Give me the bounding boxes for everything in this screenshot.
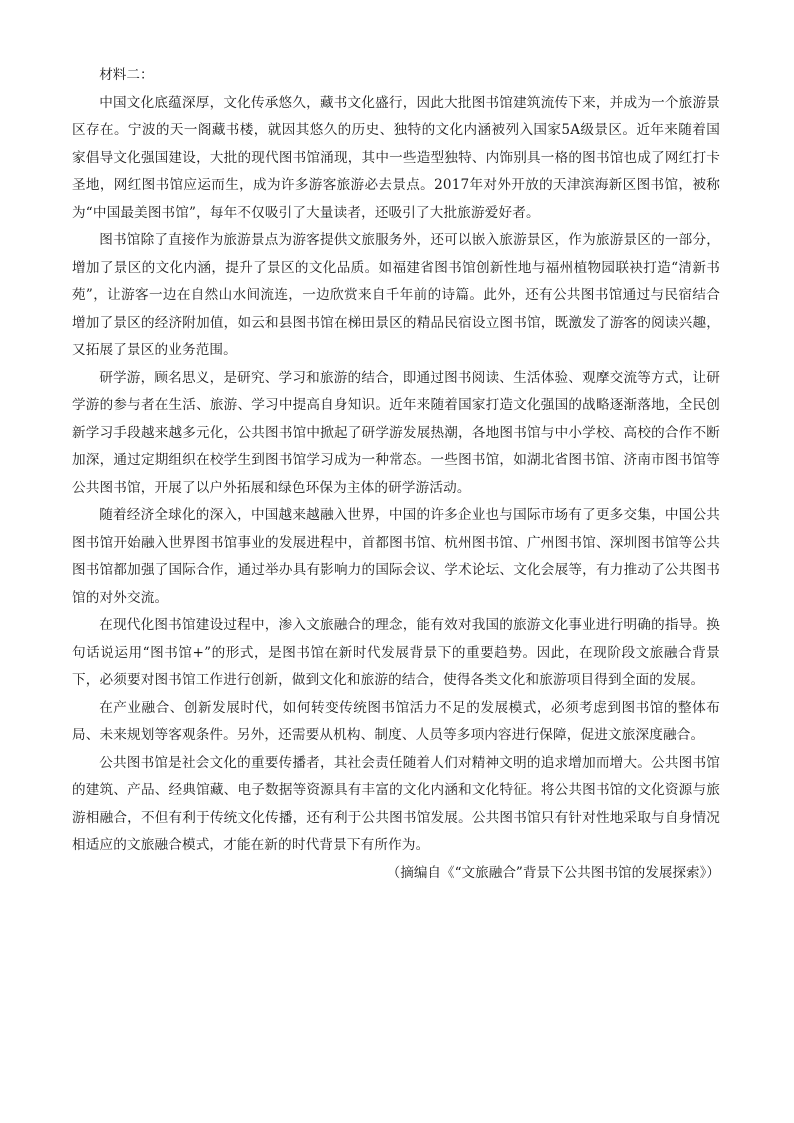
source-citation: （摘编自《“文旅融合”背景下公共图书馆的发展探索》） xyxy=(386,864,720,881)
paragraph-3: 研学游，顾名思义，是研究、学习和旅游的结合，即通过图书阅读、生活体验、观摩交流等方式，让研学游的参与者在生活、旅游、学习中提高自身知识。近年来随着国家打造文化强国的战略逐渐落地，全民创新学习手段越来越多元化，公共图书馆中掀起了研学游发展热潮，各地图书馆与中小学校、高校的合作不断加深，通过定期组织在校学生到图书馆学习成为一种常态。一些图书馆，如湖北省图书馆、济南市图书馆等公共图书馆，开展了以户外拓展和绿色环保为主体的研学游活动。 xyxy=(72,369,720,496)
paragraph-2: 图书馆除了直接作为旅游景点为游客提供文旅服务外，还可以嵌入旅游景区，作为旅游景区的一部分，增加了景区的文化内涵，提升了景区的文化品质。如福建省图书馆创新性地与福州植物园联袂打造“清新书苑”，让游客一边在自然山水间流连，一边欣赏来自千年前的诗篇。此外，还有公共图书馆通过与民宿结合增加了景区的经济附加值，如云和县图书馆在梯田景区的精品民宿设立图书馆，既激发了游客的阅读兴趣，又拓展了景区的业务范围。 xyxy=(72,232,720,358)
document-page xyxy=(72,62,720,887)
paragraph-6: 在产业融合、创新发展时代，如何转变传统图书馆活力不足的发展模式，必须考虑到图书馆的整体布局、未来规划等客观条件。另外，还需要从机构、制度、人员等多项内容进行保障，促进文旅深度融合。 xyxy=(72,699,720,743)
paragraph-7: 公共图书馆是社会文化的重要传播者，其社会责任随着人们对精神文明的追求增加而增大。公共图书馆的建筑、产品、经典馆藏、电子数据等资源具有丰富的文化内涵和文化特征。将公共图书馆的文化资源与旅游相融合，不但有利于传统文化传播，还有利于公共图书馆发展。公共图书馆只有针对性地采取与自身情况相适应的文旅融合模式，才能在新的时代背景下有所作为。 xyxy=(72,754,720,853)
paragraph-5: 在现代化图书馆建设过程中，渗入文旅融合的理念，能有效对我国的旅游文化事业进行明确的指导。换句话说运用“图书馆+”的形式，是图书馆在新时代发展背景下的重要趋势。因此，在现阶段文旅融合背景下，必须要对图书馆工作进行创新，做到文化和旅游的结合，使得各类文化和旅游项目得到全面的发展。 xyxy=(72,617,720,688)
paragraph-4: 随着经济全球化的深入，中国越来越融入世界，中国的许多企业也与国际市场有了更多交集，中国公共图书馆开始融入世界图书馆事业的发展进程中，首都图书馆、杭州图书馆、广州图书馆、深圳图书馆等公共图书馆都加强了国际合作，通过举办具有影响力的国际会议、学术论坛、文化会展等，有力推动了公共图书馆的对外交流。 xyxy=(72,507,720,606)
material-heading: 材料二： xyxy=(99,67,154,83)
paragraph-1: 中国文化底蕴深厚，文化传承悠久，藏书文化盛行，因此大批图书馆建筑流传下来，并成为一个旅游景区存在。宁波的天一阁藏书楼，就因其悠久的历史、独特的文化内涵被列入国家5A级景区。近年来随着国家倡导文化强国建设，大批的现代图书馆涌现，其中一些造型独特、内饰别具一格的图书馆也成了网红打卡圣地，网红图书馆应运而生，成为许多游客旅游必去景点。2017年对外开放的天津滨海新区图书馆，被称为“中国最美图书馆”，每年不仅吸引了大量读者，还吸引了大批旅游爱好者。 xyxy=(72,94,720,221)
